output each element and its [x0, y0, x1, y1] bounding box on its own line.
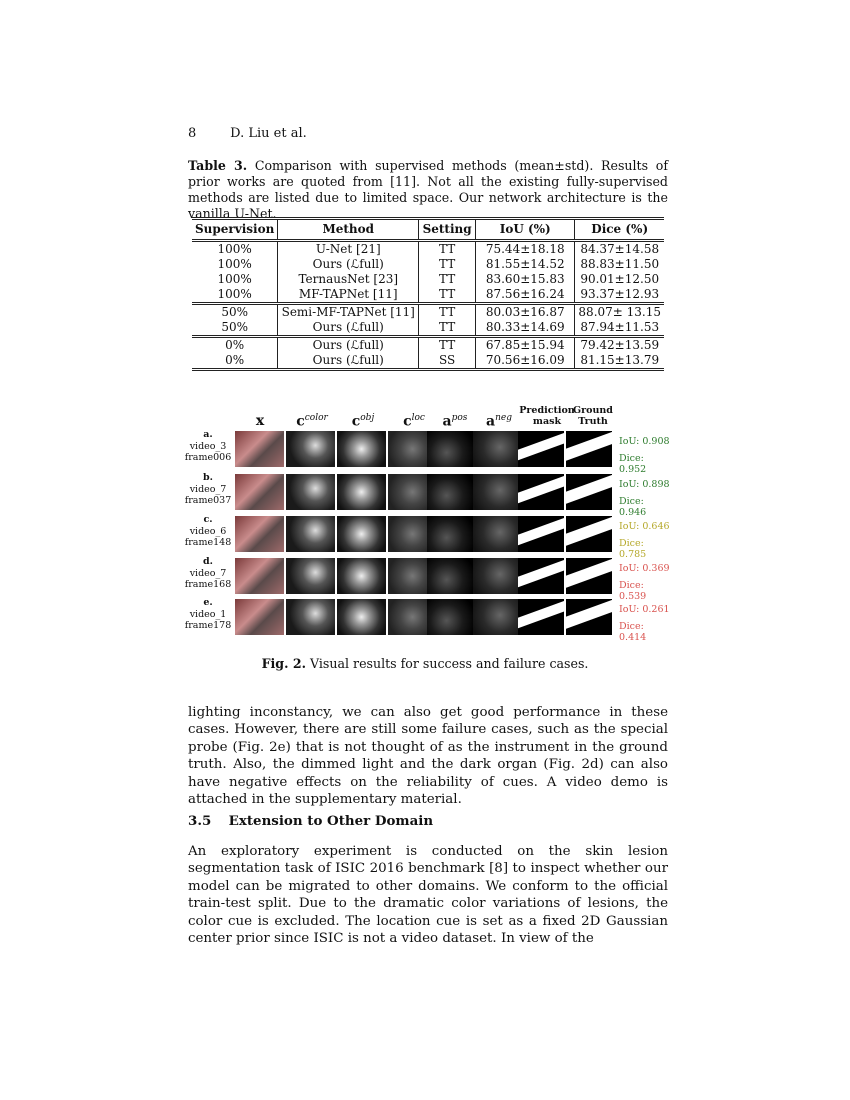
prediction-mask — [518, 599, 564, 635]
cell: 50% — [221, 320, 248, 334]
col-symbol: a — [486, 413, 496, 430]
col-label-c-obj — [337, 413, 389, 430]
col-label-x: x — [255, 413, 265, 429]
cell: 81.15±13.79 — [575, 353, 664, 370]
cell: TT — [419, 337, 476, 354]
row-label-video: video_3 — [189, 440, 227, 452]
table-row — [192, 304, 664, 321]
paragraph: lighting inconstancy, we can also get good performance in these cases. However, there are still some failure cases, such as the special probe (Fig. 2e) that is not thought of as the instrument in the ground truth. Also, the dimmed light and the dark organ (Fig. 2d) can also have negative effects on the reliability of cues. A video demo is attached in the supplementary material. — [188, 705, 668, 808]
figure-caption-text: Visual results for success and failure cases. — [310, 656, 589, 671]
cell: 87.56±16.24 — [476, 287, 575, 304]
cell: 88.83±11.50 — [575, 257, 664, 272]
color-cue-map — [286, 558, 335, 594]
cell: MF-TAPNet [11] — [278, 287, 419, 304]
row-label-letter: c. — [203, 514, 213, 525]
col-line: Truth — [578, 416, 608, 427]
cell: Ours (ℒfull) — [278, 257, 419, 272]
input-image — [235, 431, 284, 467]
col-symbol: c — [351, 413, 361, 430]
figure-2 — [182, 403, 672, 643]
cell: 88.07± 13.15 — [575, 304, 664, 321]
prediction-mask — [518, 474, 564, 510]
ground-truth-mask — [566, 474, 612, 510]
cell: TT — [419, 257, 476, 272]
section-number: 3.5 — [188, 813, 212, 829]
iou-score: IoU: 0.369 — [619, 563, 670, 574]
col-header: Method — [278, 219, 419, 241]
row-label-frame: frame168 — [184, 579, 232, 590]
object-cue-map — [337, 516, 386, 552]
cell: 83.60±15.83 — [476, 272, 575, 287]
cell: 80.03±16.87 — [476, 304, 575, 321]
ground-truth-mask — [566, 516, 612, 552]
page-header — [188, 126, 307, 141]
table-header-row — [192, 219, 664, 241]
col-header: Dice (%) — [575, 219, 664, 241]
section-title: Extension to Other Domain — [228, 813, 434, 829]
col-label-ground-truth — [564, 405, 622, 427]
dice-score: Dice: 0.414 — [619, 621, 647, 643]
figure-label: Fig. 2. — [261, 656, 307, 671]
positive-attention-map — [427, 431, 476, 467]
table-row — [192, 241, 664, 258]
object-cue-map — [337, 474, 386, 510]
input-image — [235, 474, 284, 510]
table-row — [192, 320, 664, 337]
cell: 80.33±14.69 — [476, 320, 575, 337]
dice-score: Dice: 0.539 — [619, 580, 647, 602]
cell: 100% — [217, 257, 252, 271]
object-cue-map — [337, 431, 386, 467]
cell: 93.37±12.93 — [575, 287, 664, 304]
cell: 0% — [192, 337, 278, 354]
col-symbol: c — [296, 413, 305, 430]
col-label-c-color — [286, 413, 338, 430]
cell: Semi-MF-TAPNet [11] — [278, 304, 419, 321]
cell: TT — [419, 304, 476, 321]
figure-caption — [0, 656, 850, 671]
cell: TT — [419, 272, 476, 287]
col-line: Ground — [573, 405, 613, 416]
row-label-letter: d. — [203, 556, 213, 567]
negative-attention-map — [473, 558, 522, 594]
object-cue-map — [337, 599, 386, 635]
prediction-mask — [518, 516, 564, 552]
ground-truth-mask — [566, 558, 612, 594]
input-image — [235, 516, 284, 552]
ground-truth-mask — [566, 599, 612, 635]
row-label-video: video_1 — [189, 608, 227, 620]
cell: 87.94±11.53 — [575, 320, 664, 337]
positive-attention-map — [427, 599, 476, 635]
negative-attention-map — [473, 431, 522, 467]
table-row — [192, 353, 664, 370]
cell: Ours (ℒfull) — [278, 320, 419, 337]
color-cue-map — [286, 599, 335, 635]
prediction-mask — [518, 558, 564, 594]
row-label-video: video_6 — [189, 525, 227, 537]
col-line: Prediction — [519, 405, 575, 416]
table-row — [192, 287, 664, 304]
negative-attention-map — [473, 516, 522, 552]
negative-attention-map — [473, 599, 522, 635]
cell: 100% — [217, 242, 252, 256]
page-number: 8 — [188, 126, 197, 141]
cell: 67.85±15.94 — [476, 337, 575, 354]
row-label-video: video_7 — [189, 483, 227, 495]
col-symbol: c — [403, 413, 412, 430]
col-superscript: neg — [495, 413, 512, 423]
paragraph: An exploratory experiment is conducted on the skin lesion segmentation task of ISIC 2016 benchmark [8] to inspect whether our model can be migrated to other domains. We conform to the official train-test split. Due to the dramatic color variations of lesions, the color cue is excluded. The location cue is set as a fixed 2D Gaussian center prior since ISIC is not a video dataset. In view of the — [188, 844, 668, 947]
iou-score: IoU: 0.908 — [619, 436, 670, 447]
cell: Ours (ℒfull) — [278, 353, 419, 370]
row-label-frame: frame178 — [184, 620, 232, 631]
dice-score: Dice: 0.952 — [619, 453, 647, 475]
table-row — [192, 272, 664, 287]
cell: 90.01±12.50 — [575, 272, 664, 287]
cell: 84.37±14.58 — [575, 241, 664, 258]
dice-score: Dice: 0.946 — [619, 496, 647, 518]
ground-truth-mask — [566, 431, 612, 467]
cell: TT — [419, 320, 476, 337]
row-label-frame: frame006 — [184, 452, 232, 463]
iou-score: IoU: 0.646 — [619, 521, 670, 532]
cell: U-Net [21] — [278, 241, 419, 258]
row-label-frame: frame148 — [184, 537, 232, 548]
table-row — [192, 337, 664, 354]
positive-attention-map — [427, 474, 476, 510]
cell: TT — [419, 287, 476, 304]
col-superscript: pos — [451, 413, 468, 423]
cell: 100% — [217, 272, 252, 286]
col-superscript: obj — [360, 413, 375, 423]
iou-score: IoU: 0.898 — [619, 479, 670, 490]
cell: 75.44±18.18 — [476, 241, 575, 258]
col-symbol: a — [442, 413, 452, 430]
prediction-mask — [518, 431, 564, 467]
figure-row-label — [182, 514, 234, 549]
col-line: mask — [532, 416, 562, 427]
cell: 81.55±14.52 — [476, 257, 575, 272]
cell: 70.56±16.09 — [476, 353, 575, 370]
input-image — [235, 558, 284, 594]
row-label-frame: frame037 — [184, 495, 232, 506]
col-header: Setting — [419, 219, 476, 241]
table-row — [192, 257, 664, 272]
color-cue-map — [286, 516, 335, 552]
negative-attention-map — [473, 474, 522, 510]
table-caption — [188, 158, 668, 222]
positive-attention-map — [427, 516, 476, 552]
cell: TernausNet [23] — [278, 272, 419, 287]
cell: 50% — [192, 304, 278, 321]
cell: 100% — [217, 287, 252, 301]
cell: 79.42±13.59 — [575, 337, 664, 354]
object-cue-map — [337, 558, 386, 594]
results-table — [192, 217, 664, 371]
section-heading — [188, 813, 433, 829]
input-image — [235, 599, 284, 635]
figure-row-label — [182, 429, 234, 464]
row-label-letter: e. — [203, 597, 213, 608]
color-cue-map — [286, 474, 335, 510]
cell: 0% — [192, 353, 278, 370]
figure-row-label — [182, 597, 234, 632]
cell: SS — [419, 353, 476, 370]
row-label-letter: b. — [203, 472, 213, 483]
col-header: Supervision — [192, 219, 278, 241]
col-header: IoU (%) — [476, 219, 575, 241]
table-caption-text: Comparison with supervised methods (mean±std). Results of prior works are quoted from [11]. Not all the existing fully-supervised methods are listed due to limited space. Our network architecture is the vanilla U-Net. — [188, 158, 668, 221]
row-label-letter: a. — [203, 429, 213, 440]
table-label: Table 3. — [188, 158, 248, 173]
running-authors: D. Liu et al. — [230, 126, 307, 141]
row-label-video: video_7 — [189, 567, 227, 579]
iou-score: IoU: 0.261 — [619, 604, 670, 615]
color-cue-map — [286, 431, 335, 467]
cell: Ours (ℒfull) — [278, 337, 419, 354]
positive-attention-map — [427, 558, 476, 594]
dice-score: Dice: 0.785 — [619, 538, 647, 560]
col-superscript: color — [304, 413, 328, 423]
col-superscript: loc — [411, 413, 425, 423]
figure-row-label — [182, 472, 234, 507]
cell: TT — [419, 241, 476, 258]
figure-row-label — [182, 556, 234, 591]
